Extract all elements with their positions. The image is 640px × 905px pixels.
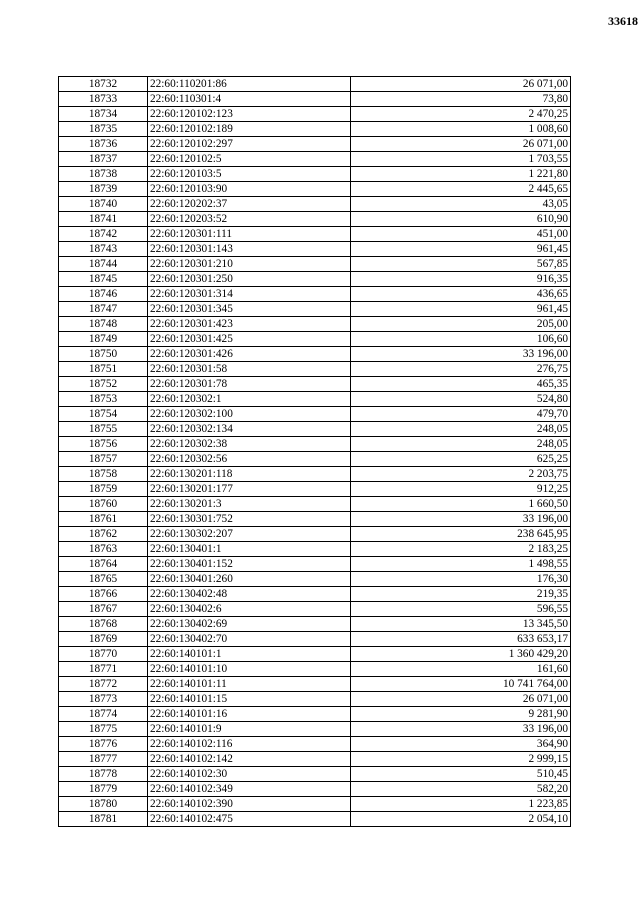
table-row <box>59 257 571 272</box>
amount-cell: 1 360 429,20 <box>351 647 571 662</box>
amount-cell: 2 445,65 <box>351 182 571 197</box>
cadastral-number-cell: 22:60:120301:314 <box>148 287 351 302</box>
amount-cell: 1 008,60 <box>351 122 571 137</box>
row-number-cell: 18741 <box>59 212 148 227</box>
cadastral-number-cell: 22:60:130302:207 <box>148 527 351 542</box>
amount-cell: 2 999,15 <box>351 752 571 767</box>
cadastral-number-cell: 22:60:120302:100 <box>148 407 351 422</box>
table-row <box>59 122 571 137</box>
cadastral-number-cell: 22:60:130401:152 <box>148 557 351 572</box>
amount-cell: 465,35 <box>351 377 571 392</box>
cadastral-number-cell: 22:60:120301:423 <box>148 317 351 332</box>
row-number-cell: 18777 <box>59 752 148 767</box>
cadastral-number-cell: 22:60:130401:1 <box>148 542 351 557</box>
amount-cell: 2 054,10 <box>351 812 571 827</box>
table-row <box>59 302 571 317</box>
amount-cell: 479,70 <box>351 407 571 422</box>
amount-cell: 582,20 <box>351 782 571 797</box>
amount-cell: 2 183,25 <box>351 542 571 557</box>
cadastral-number-cell: 22:60:140102:349 <box>148 782 351 797</box>
amount-cell: 1 221,80 <box>351 167 571 182</box>
row-number-cell: 18742 <box>59 227 148 242</box>
cadastral-number-cell: 22:60:140101:9 <box>148 722 351 737</box>
row-number-cell: 18773 <box>59 692 148 707</box>
table-row <box>59 317 571 332</box>
row-number-cell: 18736 <box>59 137 148 152</box>
table-row <box>59 242 571 257</box>
table-row <box>59 467 571 482</box>
row-number-cell: 18774 <box>59 707 148 722</box>
amount-cell: 1 498,55 <box>351 557 571 572</box>
row-number-cell: 18761 <box>59 512 148 527</box>
amount-cell: 625,25 <box>351 452 571 467</box>
table-row <box>59 602 571 617</box>
amount-cell: 451,00 <box>351 227 571 242</box>
table-row <box>59 77 571 92</box>
cadastral-number-cell: 22:60:140101:10 <box>148 662 351 677</box>
row-number-cell: 18740 <box>59 197 148 212</box>
row-number-cell: 18768 <box>59 617 148 632</box>
amount-cell: 1 660,50 <box>351 497 571 512</box>
row-number-cell: 18781 <box>59 812 148 827</box>
amount-cell: 916,35 <box>351 272 571 287</box>
row-number-cell: 18744 <box>59 257 148 272</box>
amount-cell: 2 470,25 <box>351 107 571 122</box>
row-number-cell: 18780 <box>59 797 148 812</box>
amount-cell: 219,35 <box>351 587 571 602</box>
row-number-cell: 18755 <box>59 422 148 437</box>
amount-cell: 276,75 <box>351 362 571 377</box>
cadastral-number-cell: 22:60:110301:4 <box>148 92 351 107</box>
table-row <box>59 692 571 707</box>
table-row <box>59 797 571 812</box>
table-row <box>59 677 571 692</box>
table-row <box>59 767 571 782</box>
table-row <box>59 212 571 227</box>
amount-cell: 610,90 <box>351 212 571 227</box>
cadastral-number-cell: 22:60:140102:475 <box>148 812 351 827</box>
table-row <box>59 392 571 407</box>
table-row <box>59 272 571 287</box>
table-row <box>59 452 571 467</box>
amount-cell: 9 281,90 <box>351 707 571 722</box>
cadastral-number-cell: 22:60:140101:1 <box>148 647 351 662</box>
cadastral-number-cell: 22:60:110201:86 <box>148 77 351 92</box>
table-row <box>59 482 571 497</box>
amount-cell: 43,05 <box>351 197 571 212</box>
row-number-cell: 18737 <box>59 152 148 167</box>
table-body <box>59 77 571 827</box>
row-number-cell: 18769 <box>59 632 148 647</box>
amount-cell: 510,45 <box>351 767 571 782</box>
table-row <box>59 587 571 602</box>
amount-cell: 436,65 <box>351 287 571 302</box>
cadastral-number-cell: 22:60:120302:38 <box>148 437 351 452</box>
cadastral-number-cell: 22:60:120203:52 <box>148 212 351 227</box>
amount-cell: 364,90 <box>351 737 571 752</box>
table-row <box>59 152 571 167</box>
table-row <box>59 662 571 677</box>
table-row <box>59 422 571 437</box>
cadastral-value-table <box>58 76 571 827</box>
row-number-cell: 18734 <box>59 107 148 122</box>
amount-cell: 248,05 <box>351 422 571 437</box>
table-row <box>59 107 571 122</box>
cadastral-number-cell: 22:60:120103:5 <box>148 167 351 182</box>
amount-cell: 248,05 <box>351 437 571 452</box>
amount-cell: 912,25 <box>351 482 571 497</box>
cadastral-number-cell: 22:60:130402:48 <box>148 587 351 602</box>
amount-cell: 26 071,00 <box>351 137 571 152</box>
table-row <box>59 512 571 527</box>
table-row <box>59 167 571 182</box>
row-number-cell: 18752 <box>59 377 148 392</box>
table-row <box>59 782 571 797</box>
table-row <box>59 197 571 212</box>
row-number-cell: 18743 <box>59 242 148 257</box>
amount-cell: 33 196,00 <box>351 347 571 362</box>
table-row <box>59 557 571 572</box>
cadastral-number-cell: 22:60:120301:210 <box>148 257 351 272</box>
row-number-cell: 18772 <box>59 677 148 692</box>
cadastral-number-cell: 22:60:140101:16 <box>148 707 351 722</box>
cadastral-number-cell: 22:60:120301:425 <box>148 332 351 347</box>
amount-cell: 161,60 <box>351 662 571 677</box>
amount-cell: 26 071,00 <box>351 692 571 707</box>
table-row <box>59 287 571 302</box>
table-row <box>59 332 571 347</box>
table-row <box>59 722 571 737</box>
table-row <box>59 632 571 647</box>
amount-cell: 205,00 <box>351 317 571 332</box>
cadastral-number-cell: 22:60:120301:250 <box>148 272 351 287</box>
cadastral-number-cell: 22:60:120301:58 <box>148 362 351 377</box>
table-row <box>59 227 571 242</box>
table-row <box>59 92 571 107</box>
row-number-cell: 18766 <box>59 587 148 602</box>
row-number-cell: 18750 <box>59 347 148 362</box>
table-row <box>59 737 571 752</box>
row-number-cell: 18749 <box>59 332 148 347</box>
cadastral-number-cell: 22:60:130402:70 <box>148 632 351 647</box>
amount-cell: 633 653,17 <box>351 632 571 647</box>
table-row <box>59 542 571 557</box>
cadastral-number-cell: 22:60:120102:5 <box>148 152 351 167</box>
amount-cell: 176,30 <box>351 572 571 587</box>
row-number-cell: 18733 <box>59 92 148 107</box>
row-number-cell: 18754 <box>59 407 148 422</box>
cadastral-number-cell: 22:60:130201:3 <box>148 497 351 512</box>
cadastral-number-cell: 22:60:140102:142 <box>148 752 351 767</box>
amount-cell: 26 071,00 <box>351 77 571 92</box>
cadastral-number-cell: 22:60:140102:30 <box>148 767 351 782</box>
row-number-cell: 18758 <box>59 467 148 482</box>
table-row <box>59 137 571 152</box>
cadastral-number-cell: 22:60:140101:15 <box>148 692 351 707</box>
amount-cell: 567,85 <box>351 257 571 272</box>
row-number-cell: 18763 <box>59 542 148 557</box>
amount-cell: 961,45 <box>351 242 571 257</box>
row-number-cell: 18735 <box>59 122 148 137</box>
cadastral-number-cell: 22:60:120301:111 <box>148 227 351 242</box>
table-row <box>59 377 571 392</box>
page-number: 33618 <box>608 14 638 28</box>
cadastral-number-cell: 22:60:130201:118 <box>148 467 351 482</box>
row-number-cell: 18739 <box>59 182 148 197</box>
amount-cell: 13 345,50 <box>351 617 571 632</box>
cadastral-number-cell: 22:60:130402:6 <box>148 602 351 617</box>
row-number-cell: 18751 <box>59 362 148 377</box>
row-number-cell: 18776 <box>59 737 148 752</box>
table-row <box>59 362 571 377</box>
cadastral-number-cell: 22:60:140102:390 <box>148 797 351 812</box>
amount-cell: 524,80 <box>351 392 571 407</box>
cadastral-number-cell: 22:60:140101:11 <box>148 677 351 692</box>
amount-cell: 73,80 <box>351 92 571 107</box>
row-number-cell: 18764 <box>59 557 148 572</box>
cadastral-number-cell: 22:60:120102:123 <box>148 107 351 122</box>
row-number-cell: 18767 <box>59 602 148 617</box>
row-number-cell: 18765 <box>59 572 148 587</box>
cadastral-number-cell: 22:60:120202:37 <box>148 197 351 212</box>
cadastral-number-cell: 22:60:120301:143 <box>148 242 351 257</box>
amount-cell: 10 741 764,00 <box>351 677 571 692</box>
row-number-cell: 18747 <box>59 302 148 317</box>
table-row <box>59 347 571 362</box>
table-row <box>59 617 571 632</box>
cadastral-number-cell: 22:60:120302:56 <box>148 452 351 467</box>
table-row <box>59 752 571 767</box>
cadastral-number-cell: 22:60:120301:78 <box>148 377 351 392</box>
amount-cell: 1 703,55 <box>351 152 571 167</box>
cadastral-number-cell: 22:60:130402:69 <box>148 617 351 632</box>
row-number-cell: 18745 <box>59 272 148 287</box>
table-row <box>59 707 571 722</box>
cadastral-number-cell: 22:60:120301:345 <box>148 302 351 317</box>
amount-cell: 596,55 <box>351 602 571 617</box>
row-number-cell: 18756 <box>59 437 148 452</box>
cadastral-number-cell: 22:60:120302:134 <box>148 422 351 437</box>
amount-cell: 238 645,95 <box>351 527 571 542</box>
row-number-cell: 18759 <box>59 482 148 497</box>
amount-cell: 1 223,85 <box>351 797 571 812</box>
cadastral-number-cell: 22:60:120102:189 <box>148 122 351 137</box>
amount-cell: 961,45 <box>351 302 571 317</box>
table-row <box>59 407 571 422</box>
row-number-cell: 18775 <box>59 722 148 737</box>
table-row <box>59 647 571 662</box>
cadastral-number-cell: 22:60:130201:177 <box>148 482 351 497</box>
row-number-cell: 18757 <box>59 452 148 467</box>
cadastral-number-cell: 22:60:120103:90 <box>148 182 351 197</box>
cadastral-number-cell: 22:60:120301:426 <box>148 347 351 362</box>
row-number-cell: 18771 <box>59 662 148 677</box>
amount-cell: 2 203,75 <box>351 467 571 482</box>
row-number-cell: 18748 <box>59 317 148 332</box>
table-row <box>59 497 571 512</box>
cadastral-number-cell: 22:60:120302:1 <box>148 392 351 407</box>
row-number-cell: 18746 <box>59 287 148 302</box>
table-row <box>59 572 571 587</box>
table-row <box>59 527 571 542</box>
row-number-cell: 18770 <box>59 647 148 662</box>
table-row <box>59 437 571 452</box>
row-number-cell: 18760 <box>59 497 148 512</box>
cadastral-number-cell: 22:60:140102:116 <box>148 737 351 752</box>
row-number-cell: 18738 <box>59 167 148 182</box>
row-number-cell: 18753 <box>59 392 148 407</box>
cadastral-number-cell: 22:60:130401:260 <box>148 572 351 587</box>
amount-cell: 33 196,00 <box>351 722 571 737</box>
table-row <box>59 182 571 197</box>
amount-cell: 106,60 <box>351 332 571 347</box>
amount-cell: 33 196,00 <box>351 512 571 527</box>
table-row <box>59 812 571 827</box>
row-number-cell: 18762 <box>59 527 148 542</box>
cadastral-number-cell: 22:60:120102:297 <box>148 137 351 152</box>
row-number-cell: 18778 <box>59 767 148 782</box>
cadastral-number-cell: 22:60:130301:752 <box>148 512 351 527</box>
row-number-cell: 18779 <box>59 782 148 797</box>
row-number-cell: 18732 <box>59 77 148 92</box>
